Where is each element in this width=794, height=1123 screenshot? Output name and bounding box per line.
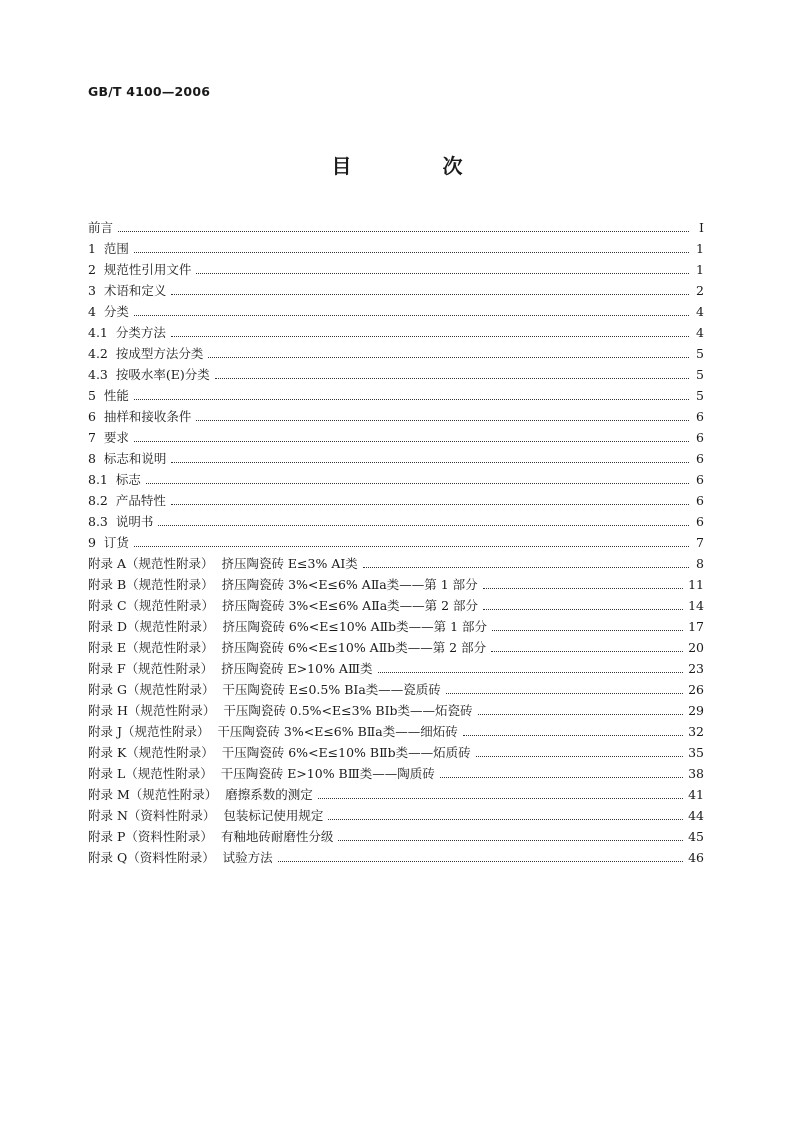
toc-entry[interactable] bbox=[88, 428, 704, 449]
toc-entry-page: 20 bbox=[688, 640, 704, 655]
toc-dot-leader bbox=[476, 756, 684, 757]
toc-entry-label: 6 抽样和接收条件 bbox=[88, 409, 192, 424]
toc-entry-label: 附录 L（规范性附录） 干压陶瓷砖 E>10% BⅢ类——陶质砖 bbox=[88, 766, 435, 781]
toc-dot-leader bbox=[134, 399, 689, 400]
toc-entry-label: 附录 G（规范性附录） 干压陶瓷砖 E≤0.5% BⅠa类——瓷质砖 bbox=[88, 682, 441, 697]
toc-entry-page: Ⅰ bbox=[699, 220, 704, 235]
toc-entry-page: 6 bbox=[696, 493, 704, 508]
toc-entry-page: 14 bbox=[688, 598, 704, 613]
toc-dot-leader bbox=[463, 735, 683, 736]
toc-entry[interactable] bbox=[88, 848, 704, 869]
toc-entry[interactable] bbox=[88, 722, 704, 743]
toc-dot-leader bbox=[328, 819, 683, 820]
toc-entry-label: 附录 H（规范性附录） 干压陶瓷砖 0.5%<E≤3% BⅠb类——炻瓷砖 bbox=[88, 703, 473, 718]
toc-dot-leader bbox=[483, 609, 683, 610]
toc-dot-leader bbox=[171, 462, 689, 463]
toc-dot-leader bbox=[158, 525, 689, 526]
toc-entry-page: 2 bbox=[696, 283, 704, 298]
toc-entry[interactable] bbox=[88, 365, 704, 386]
toc-entry[interactable] bbox=[88, 386, 704, 407]
toc-dot-leader bbox=[363, 567, 689, 568]
toc-entry-page: 6 bbox=[696, 430, 704, 445]
toc-entry-label: 附录 C（规范性附录） 挤压陶瓷砖 3%<E≤6% AⅡa类——第 2 部分 bbox=[88, 598, 479, 613]
toc-entry-page: 1 bbox=[696, 241, 704, 256]
toc-dot-leader bbox=[118, 231, 689, 232]
toc-entry-page: 11 bbox=[688, 577, 704, 592]
toc-entry[interactable] bbox=[88, 743, 704, 764]
toc-entry-page: 5 bbox=[696, 346, 704, 361]
toc-entry-label: 附录 M（规范性附录） 磨擦系数的测定 bbox=[88, 787, 313, 802]
toc-entry-label: 附录 B（规范性附录） 挤压陶瓷砖 3%<E≤6% AⅡa类——第 1 部分 bbox=[88, 577, 478, 592]
toc-entry-label: 2 规范性引用文件 bbox=[88, 262, 192, 277]
toc-entry-page: 45 bbox=[688, 829, 704, 844]
toc-dot-leader bbox=[171, 294, 689, 295]
toc-entry[interactable] bbox=[88, 533, 704, 554]
toc-entry[interactable] bbox=[88, 512, 704, 533]
toc-entry-page: 6 bbox=[696, 472, 704, 487]
toc-entry[interactable] bbox=[88, 449, 704, 470]
toc-entry-label: 8 标志和说明 bbox=[88, 451, 167, 466]
toc-entry-label: 附录 E（规范性附录） 挤压陶瓷砖 6%<E≤10% AⅡb类——第 2 部分 bbox=[88, 640, 487, 655]
toc-entry[interactable] bbox=[88, 554, 704, 575]
toc-entry[interactable] bbox=[88, 596, 704, 617]
toc-entry-page: 7 bbox=[696, 535, 704, 550]
toc-entry[interactable] bbox=[88, 785, 704, 806]
toc-dot-leader bbox=[171, 504, 689, 505]
toc-dot-leader bbox=[208, 357, 689, 358]
toc-dot-leader bbox=[134, 441, 689, 442]
toc-entry-page: 6 bbox=[696, 514, 704, 529]
toc-entry[interactable] bbox=[88, 680, 704, 701]
toc-dot-leader bbox=[171, 336, 689, 337]
toc-dot-leader bbox=[215, 378, 689, 379]
toc-entry-label: 4.2 按成型方法分类 bbox=[88, 346, 204, 361]
toc-entry-page: 6 bbox=[696, 451, 704, 466]
toc-entry-label: 8.1 标志 bbox=[88, 472, 141, 487]
toc-entry-page: 26 bbox=[688, 682, 704, 697]
toc-entry[interactable] bbox=[88, 260, 704, 281]
toc-entry[interactable] bbox=[88, 638, 704, 659]
toc-entry-label: 7 要求 bbox=[88, 430, 129, 445]
toc-entry-page: 1 bbox=[696, 262, 704, 277]
toc-entry-page: 35 bbox=[688, 745, 704, 760]
toc-entry[interactable] bbox=[88, 323, 704, 344]
toc-entry-label: 9 订货 bbox=[88, 535, 129, 550]
toc-entry[interactable] bbox=[88, 764, 704, 785]
toc-entry[interactable] bbox=[88, 827, 704, 848]
toc-entry-label: 附录 F（规范性附录） 挤压陶瓷砖 E>10% AⅢ类 bbox=[88, 661, 373, 676]
toc-dot-leader bbox=[338, 840, 683, 841]
toc-entry[interactable] bbox=[88, 407, 704, 428]
toc-entry-label: 4.1 分类方法 bbox=[88, 325, 166, 340]
toc-dot-leader bbox=[492, 630, 683, 631]
toc-entry[interactable] bbox=[88, 302, 704, 323]
toc-dot-leader bbox=[134, 315, 689, 316]
toc-dot-leader bbox=[446, 693, 683, 694]
toc-dot-leader bbox=[378, 672, 684, 673]
toc-entry[interactable] bbox=[88, 491, 704, 512]
toc-entry[interactable] bbox=[88, 617, 704, 638]
toc-dot-leader bbox=[134, 252, 689, 253]
toc-entry-page: 41 bbox=[688, 787, 704, 802]
toc-entry-label: 4.3 按吸水率(E)分类 bbox=[88, 367, 210, 382]
toc-dot-leader bbox=[196, 273, 689, 274]
toc-entry[interactable] bbox=[88, 575, 704, 596]
standard-number: GB/T 4100—2006 bbox=[88, 84, 211, 99]
toc-entry[interactable] bbox=[88, 344, 704, 365]
toc-entry[interactable] bbox=[88, 281, 704, 302]
toc-dot-leader bbox=[146, 483, 689, 484]
toc-entry-label: 附录 D（规范性附录） 挤压陶瓷砖 6%<E≤10% AⅡb类——第 1 部分 bbox=[88, 619, 487, 634]
toc-entry-page: 32 bbox=[688, 724, 704, 739]
toc-entry[interactable] bbox=[88, 218, 704, 239]
toc-entry-label: 附录 N（资料性附录） 包装标记使用规定 bbox=[88, 808, 324, 823]
toc-entry[interactable] bbox=[88, 659, 704, 680]
page-title: 目 次 bbox=[331, 154, 505, 178]
toc-dot-leader bbox=[491, 651, 683, 652]
toc-entry-page: 29 bbox=[688, 703, 704, 718]
toc-entry[interactable] bbox=[88, 239, 704, 260]
toc-entry-label: 1 范围 bbox=[88, 241, 129, 256]
toc-entry-label: 4 分类 bbox=[88, 304, 129, 319]
toc-entry-page: 5 bbox=[696, 367, 704, 382]
toc-entry-page: 44 bbox=[688, 808, 704, 823]
table-of-contents bbox=[88, 218, 704, 869]
toc-dot-leader bbox=[440, 777, 683, 778]
toc-entry-page: 4 bbox=[696, 325, 704, 340]
toc-entry-label: 附录 Q（资料性附录） 试验方法 bbox=[88, 850, 273, 865]
toc-entry-page: 6 bbox=[696, 409, 704, 424]
toc-entry[interactable] bbox=[88, 701, 704, 722]
toc-entry-label: 附录 K（规范性附录） 干压陶瓷砖 6%<E≤10% BⅡb类——炻质砖 bbox=[88, 745, 471, 760]
toc-entry-page: 46 bbox=[688, 850, 704, 865]
toc-entry-page: 17 bbox=[688, 619, 704, 634]
toc-entry[interactable] bbox=[88, 470, 704, 491]
toc-entry-page: 5 bbox=[696, 388, 704, 403]
toc-entry-label: 附录 P（资料性附录） 有釉地砖耐磨性分级 bbox=[88, 829, 334, 844]
toc-dot-leader bbox=[196, 420, 689, 421]
toc-entry-label: 3 术语和定义 bbox=[88, 283, 167, 298]
toc-dot-leader bbox=[134, 546, 689, 547]
toc-entry-label: 附录 A（规范性附录） 挤压陶瓷砖 E≤3% AⅠ类 bbox=[88, 556, 358, 571]
toc-entry-label: 5 性能 bbox=[88, 388, 129, 403]
toc-entry-page: 23 bbox=[688, 661, 704, 676]
toc-dot-leader bbox=[483, 588, 683, 589]
toc-entry[interactable] bbox=[88, 806, 704, 827]
toc-entry-label: 8.2 产品特性 bbox=[88, 493, 166, 508]
toc-dot-leader bbox=[478, 714, 684, 715]
toc-entry-page: 8 bbox=[696, 556, 704, 571]
toc-entry-label: 前言 bbox=[88, 220, 114, 235]
toc-entry-page: 4 bbox=[696, 304, 704, 319]
toc-entry-label: 附录 J（规范性附录） 干压陶瓷砖 3%<E≤6% BⅡa类——细炻砖 bbox=[88, 724, 458, 739]
toc-entry-label: 8.3 说明书 bbox=[88, 514, 154, 529]
toc-dot-leader bbox=[278, 861, 683, 862]
toc-dot-leader bbox=[318, 798, 683, 799]
toc-entry-page: 38 bbox=[688, 766, 704, 781]
